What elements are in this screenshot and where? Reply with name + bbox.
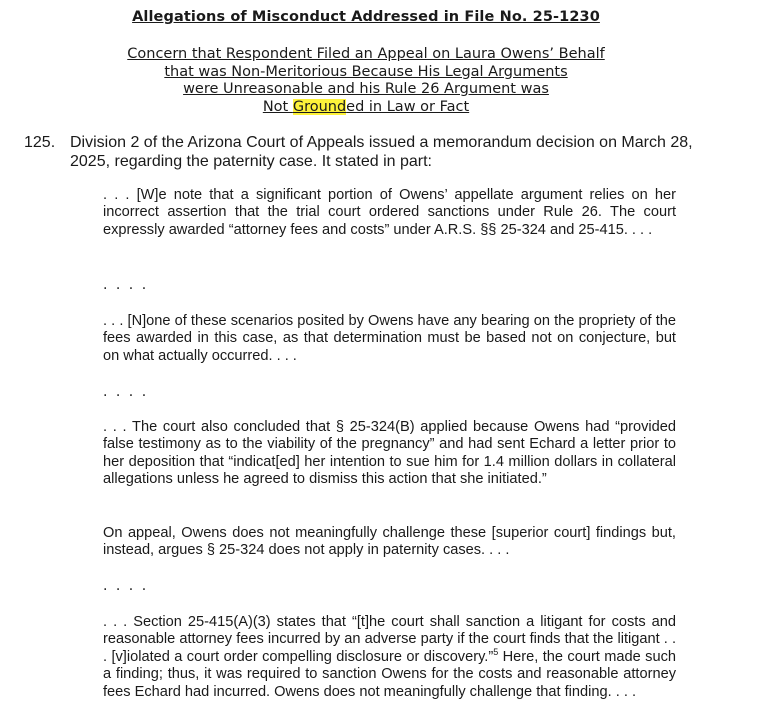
quote-text: Here, the court made such a finding; thus, it was required to sanction Owens for the costs and reasonable attorney fees Echard had incurred. Owens does not meaningfully challenge that finding. . . . [103, 648, 676, 700]
subtitle-line: were Unreasonable and his Rule 26 Argument was [183, 81, 549, 97]
ellipsis: . . . . [103, 384, 149, 400]
subtitle-text: ed in Law or Fact [346, 98, 470, 115]
footnote-reference[interactable]: 5 [493, 646, 499, 657]
quote-text: . . . Section 25-415(A)(3) states that “[t]he court shall sanction a litigant for costs and reasonable attorney fees incurred by an adverse party if the court finds that the litigant . . . [v]iolated a court order compelling disclosure or discovery.” [103, 614, 676, 665]
block-quote: On appeal, Owens does not meaningfully challenge these [superior court] findings but, instead, argues § 25-324 does not apply in paternity cases. . . . [103, 525, 676, 559]
numbered-paragraph [24, 133, 724, 171]
ellipsis: . . . . [103, 277, 149, 293]
block-quote: . . . [W]e note that a significant portion of Owens’ appellate argument relies on her incorrect assertion that the trial court ordered sanctions under Rule 26. The court expressly awarded “attorney fees and costs” under A.R.S. §§ 25-324 and 25-415. . . . [103, 187, 676, 238]
paragraph-text: Division 2 of the Arizona Court of Appeals issued a memorandum decision on March 28, 2025, regarding the paternity case. It stated in part: [70, 134, 693, 170]
subtitle-text: Not [262, 98, 293, 115]
block-quote [103, 614, 676, 701]
ellipsis: . . . . [103, 578, 149, 594]
subtitle-line-last [263, 99, 469, 115]
section-subtitle [0, 46, 732, 116]
paragraph-number: 125. [24, 134, 56, 151]
search-highlight: Ground [292, 98, 347, 115]
block-quote: . . . The court also concluded that § 25-324(B) applied because Owens had “provided false testimony as to the viability of the pregnancy” and had sent Echard a letter prior to her deposition that “indicat[ed] her intention to sue him for 1.4 million dollars in collateral allegations unless he agreed to dismiss this action that she initiated.” [103, 419, 676, 488]
subtitle-line: that was Non-Meritorious Because His Legal Arguments [164, 63, 568, 80]
subtitle-line: Concern that Respondent Filed an Appeal on Laura Owens’ Behalf [127, 46, 605, 62]
block-quote: . . . [N]one of these scenarios posited by Owens have any bearing on the propriety of the fees awarded in this case, as that determination must be based not on conjecture, but on what actually occurred. . . . [103, 313, 676, 364]
document-title: Allegations of Misconduct Addressed in File No. 25-1230 [132, 9, 600, 25]
